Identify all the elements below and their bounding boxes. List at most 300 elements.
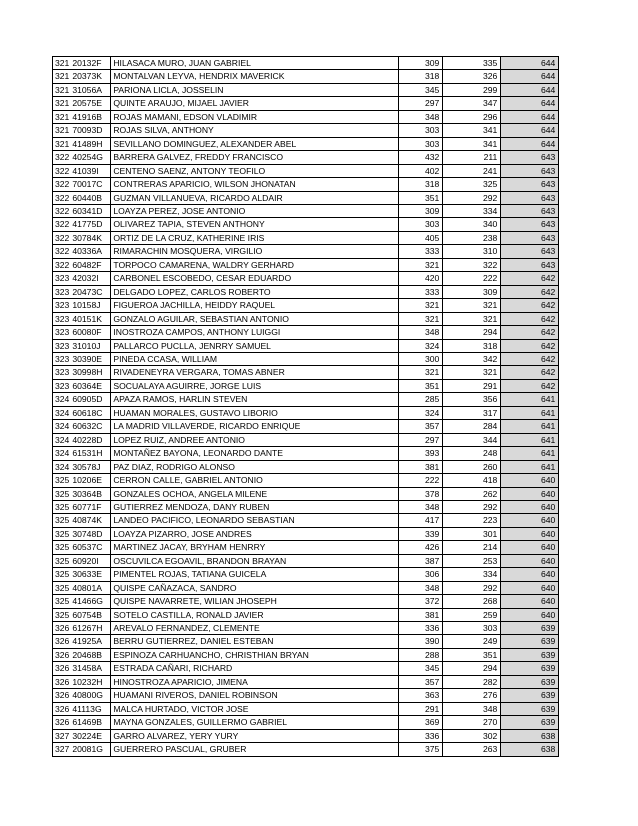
score-1-cell: 363 — [399, 689, 443, 702]
score-2-cell: 340 — [443, 218, 501, 231]
code-cell: 61531H — [70, 447, 111, 460]
table-row — [53, 595, 559, 608]
name-cell: PARIONA LICLA, JOSSELIN — [111, 83, 399, 96]
code-cell: 30633E — [70, 568, 111, 581]
score-1-cell: 345 — [399, 83, 443, 96]
table-row — [53, 648, 559, 661]
rank-cell: 324 — [53, 460, 71, 473]
table-row — [53, 366, 559, 379]
table-row — [53, 514, 559, 527]
score-1-cell: 333 — [399, 285, 443, 298]
total-score-cell: 640 — [501, 487, 559, 500]
score-2-cell: 214 — [443, 541, 501, 554]
score-2-cell: 347 — [443, 97, 501, 110]
rank-cell: 326 — [53, 689, 71, 702]
table-row — [53, 352, 559, 365]
score-2-cell: 253 — [443, 554, 501, 567]
score-2-cell: 211 — [443, 151, 501, 164]
table-row — [53, 460, 559, 473]
code-cell: 30748D — [70, 527, 111, 540]
total-score-cell: 640 — [501, 527, 559, 540]
code-cell: 31010J — [70, 339, 111, 352]
rank-cell: 322 — [53, 218, 71, 231]
total-score-cell: 640 — [501, 554, 559, 567]
score-1-cell: 300 — [399, 352, 443, 365]
total-score-cell: 640 — [501, 514, 559, 527]
table-row — [53, 622, 559, 635]
score-1-cell: 297 — [399, 433, 443, 446]
name-cell: CERRON CALLE, GABRIEL ANTONIO — [111, 474, 399, 487]
rank-cell: 325 — [53, 500, 71, 513]
code-cell: 60618C — [70, 406, 111, 419]
score-1-cell: 372 — [399, 595, 443, 608]
table-row — [53, 433, 559, 446]
table-row — [53, 379, 559, 392]
code-cell: 60754B — [70, 608, 111, 621]
table-row — [53, 258, 559, 271]
rank-cell: 322 — [53, 258, 71, 271]
score-1-cell: 375 — [399, 743, 443, 756]
code-cell: 30998H — [70, 366, 111, 379]
table-row — [53, 299, 559, 312]
rank-cell: 324 — [53, 420, 71, 433]
name-cell: PIMENTEL ROJAS, TATIANA GUICELA — [111, 568, 399, 581]
rank-cell: 323 — [53, 312, 71, 325]
rank-cell: 325 — [53, 514, 71, 527]
score-2-cell: 270 — [443, 716, 501, 729]
rank-cell: 322 — [53, 231, 71, 244]
score-1-cell: 306 — [399, 568, 443, 581]
name-cell: HILASACA MURO, JUAN GABRIEL — [111, 57, 399, 70]
table-row — [53, 743, 559, 756]
total-score-cell: 644 — [501, 124, 559, 137]
rank-cell: 321 — [53, 57, 71, 70]
table-row — [53, 97, 559, 110]
total-score-cell: 640 — [501, 568, 559, 581]
code-cell: 60341D — [70, 204, 111, 217]
code-cell: 10232H — [70, 675, 111, 688]
code-cell: 31458A — [70, 662, 111, 675]
score-2-cell: 292 — [443, 191, 501, 204]
name-cell: TORPOCO CAMARENA, WALDRY GERHARD — [111, 258, 399, 271]
score-2-cell: 322 — [443, 258, 501, 271]
name-cell: RIMARACHIN MOSQUERA, VIRGILIO — [111, 245, 399, 258]
code-cell: 41489H — [70, 137, 111, 150]
total-score-cell: 643 — [501, 191, 559, 204]
rank-cell: 323 — [53, 299, 71, 312]
rank-cell: 327 — [53, 729, 71, 742]
table-row — [53, 272, 559, 285]
total-score-cell: 641 — [501, 460, 559, 473]
name-cell: HUAMAN MORALES, GUSTAVO LIBORIO — [111, 406, 399, 419]
score-2-cell: 321 — [443, 312, 501, 325]
rank-cell: 325 — [53, 568, 71, 581]
code-cell: 41916B — [70, 110, 111, 123]
table-row — [53, 326, 559, 339]
name-cell: CARBONEL ESCOBEDO, CESAR EDUARDO — [111, 272, 399, 285]
score-2-cell: 294 — [443, 662, 501, 675]
table-row — [53, 581, 559, 594]
score-1-cell: 222 — [399, 474, 443, 487]
table-row — [53, 151, 559, 164]
total-score-cell: 639 — [501, 635, 559, 648]
rank-cell: 326 — [53, 622, 71, 635]
rank-cell: 322 — [53, 178, 71, 191]
table-row — [53, 231, 559, 244]
score-2-cell: 282 — [443, 675, 501, 688]
name-cell: PALLARCO PUCLLA, JENRRY SAMUEL — [111, 339, 399, 352]
rank-cell: 324 — [53, 433, 71, 446]
total-score-cell: 639 — [501, 662, 559, 675]
score-2-cell: 351 — [443, 648, 501, 661]
score-2-cell: 348 — [443, 702, 501, 715]
name-cell: APAZA RAMOS, HARLIN STEVEN — [111, 393, 399, 406]
rank-cell: 325 — [53, 527, 71, 540]
total-score-cell: 641 — [501, 393, 559, 406]
total-score-cell: 639 — [501, 675, 559, 688]
score-2-cell: 302 — [443, 729, 501, 742]
code-cell: 41113G — [70, 702, 111, 715]
name-cell: LANDEO PACIFICO, LEONARDO SEBASTIAN — [111, 514, 399, 527]
code-cell: 30784K — [70, 231, 111, 244]
total-score-cell: 643 — [501, 151, 559, 164]
rank-cell: 324 — [53, 393, 71, 406]
score-1-cell: 321 — [399, 299, 443, 312]
total-score-cell: 641 — [501, 433, 559, 446]
rank-cell: 325 — [53, 554, 71, 567]
score-2-cell: 284 — [443, 420, 501, 433]
rank-cell: 325 — [53, 608, 71, 621]
rank-cell: 326 — [53, 648, 71, 661]
code-cell: 40800G — [70, 689, 111, 702]
rank-cell: 323 — [53, 379, 71, 392]
table-row — [53, 662, 559, 675]
table-row — [53, 110, 559, 123]
name-cell: MONTAÑEZ BAYONA, LEONARDO DANTE — [111, 447, 399, 460]
score-1-cell: 402 — [399, 164, 443, 177]
rank-cell: 321 — [53, 70, 71, 83]
total-score-cell: 639 — [501, 702, 559, 715]
total-score-cell: 640 — [501, 581, 559, 594]
code-cell: 61469B — [70, 716, 111, 729]
total-score-cell: 638 — [501, 743, 559, 756]
score-2-cell: 326 — [443, 70, 501, 83]
score-2-cell: 341 — [443, 124, 501, 137]
total-score-cell: 638 — [501, 729, 559, 742]
score-1-cell: 321 — [399, 312, 443, 325]
name-cell: SOTELO CASTILLA, RONALD JAVIER — [111, 608, 399, 621]
total-score-cell: 639 — [501, 716, 559, 729]
code-cell: 60632C — [70, 420, 111, 433]
score-2-cell: 262 — [443, 487, 501, 500]
rank-cell: 326 — [53, 716, 71, 729]
total-score-cell: 642 — [501, 326, 559, 339]
score-1-cell: 288 — [399, 648, 443, 661]
rank-cell: 325 — [53, 487, 71, 500]
total-score-cell: 642 — [501, 379, 559, 392]
code-cell: 40874K — [70, 514, 111, 527]
score-1-cell: 285 — [399, 393, 443, 406]
total-score-cell: 644 — [501, 57, 559, 70]
table-row — [53, 393, 559, 406]
score-1-cell: 417 — [399, 514, 443, 527]
rank-cell: 322 — [53, 191, 71, 204]
total-score-cell: 643 — [501, 164, 559, 177]
score-1-cell: 303 — [399, 137, 443, 150]
score-1-cell: 309 — [399, 204, 443, 217]
table-row — [53, 474, 559, 487]
name-cell: LA MADRID VILLAVERDE, RICARDO ENRIQUE — [111, 420, 399, 433]
score-2-cell: 342 — [443, 352, 501, 365]
score-1-cell: 348 — [399, 581, 443, 594]
rank-cell: 323 — [53, 326, 71, 339]
score-2-cell: 292 — [443, 581, 501, 594]
score-1-cell: 348 — [399, 326, 443, 339]
rank-cell: 324 — [53, 447, 71, 460]
rank-cell: 325 — [53, 541, 71, 554]
name-cell: SEVILLANO DOMINGUEZ, ALEXANDER ABEL — [111, 137, 399, 150]
score-1-cell: 432 — [399, 151, 443, 164]
table-row — [53, 245, 559, 258]
rank-cell: 322 — [53, 151, 71, 164]
score-2-cell: 310 — [443, 245, 501, 258]
rank-cell: 324 — [53, 406, 71, 419]
code-cell: 70017C — [70, 178, 111, 191]
total-score-cell: 639 — [501, 648, 559, 661]
score-1-cell: 336 — [399, 729, 443, 742]
total-score-cell: 644 — [501, 83, 559, 96]
table-row — [53, 447, 559, 460]
name-cell: MAYNA GONZALES, GUILLERMO GABRIEL — [111, 716, 399, 729]
score-1-cell: 357 — [399, 420, 443, 433]
table-row — [53, 57, 559, 70]
score-2-cell: 344 — [443, 433, 501, 446]
table-row — [53, 487, 559, 500]
score-1-cell: 345 — [399, 662, 443, 675]
name-cell: ORTIZ DE LA CRUZ, KATHERINE IRIS — [111, 231, 399, 244]
name-cell: HUAMANI RIVEROS, DANIEL ROBINSON — [111, 689, 399, 702]
total-score-cell: 641 — [501, 420, 559, 433]
rank-cell: 327 — [53, 743, 71, 756]
score-2-cell: 291 — [443, 379, 501, 392]
code-cell: 10206E — [70, 474, 111, 487]
score-2-cell: 268 — [443, 595, 501, 608]
table-row — [53, 406, 559, 419]
score-2-cell: 325 — [443, 178, 501, 191]
code-cell: 20132F — [70, 57, 111, 70]
code-cell: 20373K — [70, 70, 111, 83]
score-1-cell: 321 — [399, 366, 443, 379]
score-2-cell: 294 — [443, 326, 501, 339]
score-1-cell: 303 — [399, 218, 443, 231]
code-cell: 60905D — [70, 393, 111, 406]
score-1-cell: 339 — [399, 527, 443, 540]
score-2-cell: 356 — [443, 393, 501, 406]
total-score-cell: 643 — [501, 245, 559, 258]
total-score-cell: 643 — [501, 204, 559, 217]
name-cell: ROJAS MAMANI, EDSON VLADIMIR — [111, 110, 399, 123]
name-cell: QUINTE ARAUJO, MIJAEL JAVIER — [111, 97, 399, 110]
total-score-cell: 641 — [501, 406, 559, 419]
results-table-body — [53, 57, 559, 757]
name-cell: ROJAS SILVA, ANTHONY — [111, 124, 399, 137]
rank-cell: 323 — [53, 285, 71, 298]
rank-cell: 321 — [53, 110, 71, 123]
score-1-cell: 309 — [399, 57, 443, 70]
name-cell: CENTENO SAENZ, ANTONY TEOFILO — [111, 164, 399, 177]
rank-cell: 325 — [53, 581, 71, 594]
score-2-cell: 317 — [443, 406, 501, 419]
table-row — [53, 339, 559, 352]
name-cell: ESTRADA CAÑARI, RICHARD — [111, 662, 399, 675]
code-cell: 41925A — [70, 635, 111, 648]
rank-cell: 321 — [53, 124, 71, 137]
name-cell: SOCUALAYA AGUIRRE, JORGE LUIS — [111, 379, 399, 392]
score-1-cell: 378 — [399, 487, 443, 500]
total-score-cell: 642 — [501, 366, 559, 379]
name-cell: GUZMAN VILLANUEVA, RICARDO ALDAIR — [111, 191, 399, 204]
name-cell: PINEDA CCASA, WILLIAM — [111, 352, 399, 365]
rank-cell: 323 — [53, 352, 71, 365]
table-row — [53, 285, 559, 298]
rank-cell: 322 — [53, 245, 71, 258]
rank-cell: 323 — [53, 272, 71, 285]
rank-cell: 326 — [53, 635, 71, 648]
score-2-cell: 321 — [443, 299, 501, 312]
code-cell: 30578J — [70, 460, 111, 473]
code-cell: 10158J — [70, 299, 111, 312]
score-2-cell: 334 — [443, 568, 501, 581]
score-2-cell: 248 — [443, 447, 501, 460]
name-cell: BARRERA GALVEZ, FREDDY FRANCISCO — [111, 151, 399, 164]
name-cell: OSCUVILCA EGOAVIL, BRANDON BRAYAN — [111, 554, 399, 567]
score-1-cell: 318 — [399, 70, 443, 83]
score-1-cell: 297 — [399, 97, 443, 110]
score-2-cell: 260 — [443, 460, 501, 473]
code-cell: 40801A — [70, 581, 111, 594]
code-cell: 41466G — [70, 595, 111, 608]
code-cell: 60440B — [70, 191, 111, 204]
total-score-cell: 644 — [501, 137, 559, 150]
score-2-cell: 341 — [443, 137, 501, 150]
score-2-cell: 263 — [443, 743, 501, 756]
total-score-cell: 644 — [501, 110, 559, 123]
total-score-cell: 639 — [501, 622, 559, 635]
code-cell: 41775D — [70, 218, 111, 231]
name-cell: HINOSTROZA APARICIO, JIMENA — [111, 675, 399, 688]
table-row — [53, 124, 559, 137]
score-1-cell: 426 — [399, 541, 443, 554]
table-row — [53, 527, 559, 540]
table-row — [53, 702, 559, 715]
rank-cell: 321 — [53, 83, 71, 96]
table-row — [53, 541, 559, 554]
code-cell: 30364B — [70, 487, 111, 500]
table-row — [53, 554, 559, 567]
score-2-cell: 335 — [443, 57, 501, 70]
name-cell: GONZALES OCHOA, ANGELA MILENE — [111, 487, 399, 500]
table-row — [53, 137, 559, 150]
score-1-cell: 348 — [399, 110, 443, 123]
total-score-cell: 643 — [501, 178, 559, 191]
name-cell: OLIVAREZ TAPIA, STEVEN ANTHONY — [111, 218, 399, 231]
score-1-cell: 405 — [399, 231, 443, 244]
total-score-cell: 642 — [501, 312, 559, 325]
table-row — [53, 420, 559, 433]
table-row — [53, 500, 559, 513]
score-2-cell: 223 — [443, 514, 501, 527]
code-cell: 31056A — [70, 83, 111, 96]
code-cell: 60920I — [70, 554, 111, 567]
rank-cell: 322 — [53, 204, 71, 217]
name-cell: PAZ DIAZ, RODRIGO ALONSO — [111, 460, 399, 473]
name-cell: FIGUEROA JACHILLA, HEIDDY RAQUEL — [111, 299, 399, 312]
table-row — [53, 83, 559, 96]
name-cell: AREVALO FERNANDEZ, CLEMENTE — [111, 622, 399, 635]
score-2-cell: 222 — [443, 272, 501, 285]
name-cell: LOAYZA PIZARRO, JOSE ANDRES — [111, 527, 399, 540]
score-2-cell: 334 — [443, 204, 501, 217]
code-cell: 60364E — [70, 379, 111, 392]
code-cell: 20473C — [70, 285, 111, 298]
rank-cell: 326 — [53, 675, 71, 688]
total-score-cell: 640 — [501, 474, 559, 487]
table-row — [53, 204, 559, 217]
score-1-cell: 303 — [399, 124, 443, 137]
score-2-cell: 292 — [443, 500, 501, 513]
score-1-cell: 351 — [399, 191, 443, 204]
code-cell: 40228D — [70, 433, 111, 446]
score-1-cell: 324 — [399, 339, 443, 352]
name-cell: MALCA HURTADO, VICTOR JOSE — [111, 702, 399, 715]
score-1-cell: 336 — [399, 622, 443, 635]
name-cell: LOAYZA PEREZ, JOSE ANTONIO — [111, 204, 399, 217]
name-cell: LOPEZ RUIZ, ANDREE ANTONIO — [111, 433, 399, 446]
table-row — [53, 218, 559, 231]
code-cell: 60537C — [70, 541, 111, 554]
name-cell: CONTRERAS APARICIO, WILSON JHONATAN — [111, 178, 399, 191]
total-score-cell: 640 — [501, 500, 559, 513]
score-2-cell: 321 — [443, 366, 501, 379]
total-score-cell: 642 — [501, 299, 559, 312]
total-score-cell: 639 — [501, 689, 559, 702]
code-cell: 60080F — [70, 326, 111, 339]
table-row — [53, 689, 559, 702]
rank-cell: 321 — [53, 97, 71, 110]
name-cell: MONTALVAN LEYVA, HENDRIX MAVERICK — [111, 70, 399, 83]
score-2-cell: 238 — [443, 231, 501, 244]
score-1-cell: 381 — [399, 460, 443, 473]
score-1-cell: 291 — [399, 702, 443, 715]
score-2-cell: 418 — [443, 474, 501, 487]
score-2-cell: 249 — [443, 635, 501, 648]
score-2-cell: 299 — [443, 83, 501, 96]
rank-cell: 323 — [53, 366, 71, 379]
name-cell: INOSTROZA CAMPOS, ANTHONY LUIGGI — [111, 326, 399, 339]
results-table — [52, 56, 559, 757]
rank-cell: 325 — [53, 474, 71, 487]
table-row — [53, 635, 559, 648]
table-row — [53, 312, 559, 325]
total-score-cell: 643 — [501, 258, 559, 271]
total-score-cell: 640 — [501, 608, 559, 621]
score-1-cell: 369 — [399, 716, 443, 729]
score-2-cell: 301 — [443, 527, 501, 540]
code-cell: 40254G — [70, 151, 111, 164]
total-score-cell: 642 — [501, 272, 559, 285]
score-1-cell: 420 — [399, 272, 443, 285]
table-row — [53, 608, 559, 621]
